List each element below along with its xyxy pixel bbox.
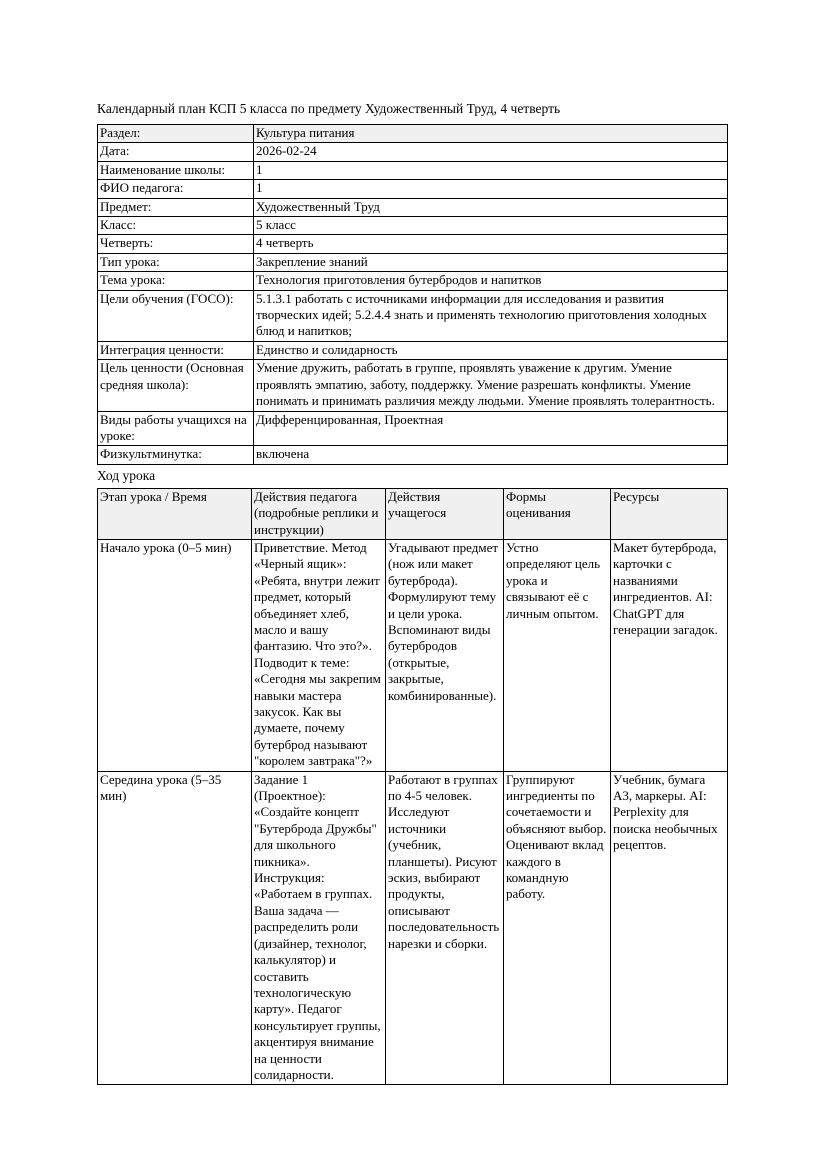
row-label: Тема урока:: [98, 272, 254, 290]
table-row: [98, 198, 728, 216]
row-value: 1: [254, 161, 728, 179]
row-value: 5 класс: [254, 217, 728, 235]
student-actions-cell: Работают в группах по 4-5 человек. Исследуют источники (учебник, планшеты). Рисуют эскиз, выбирают продукты, описывают последовательность нарезки и сборки.: [386, 771, 504, 1085]
row-label: Раздел:: [98, 125, 254, 143]
row-value: 5.1.3.1 работать с источниками информации для исследования и развития творческих идей; 5.2.4.4 знать и применять технологию приготовления холодных блюд и напитков;: [254, 290, 728, 341]
table-row: [98, 180, 728, 198]
table-row: [98, 290, 728, 341]
lesson-table: [97, 488, 728, 1086]
table-row: [98, 341, 728, 359]
row-label: Дата:: [98, 143, 254, 161]
row-value: 1: [254, 180, 728, 198]
teacher-actions-cell: Приветствие. Метод «Черный ящик»: «Ребята, внутри лежит предмет, который объединяет хлеб, масло и вашу фантазию. Что это?». Подводит к теме: «Сегодня мы закрепим навыки мастера закусок. Как вы думаете, почему бутерброд называют "королем завтрака"?»: [252, 539, 386, 771]
table-row: [98, 771, 728, 1085]
row-label: Предмет:: [98, 198, 254, 216]
column-header-teacher-actions: Действия педагога (подробные реплики и инструкции): [252, 488, 386, 539]
row-value: Умение дружить, работать в группе, проявлять уважение к другим. Умение проявлять эмпатию, заботу, поддержку. Умение разрешать конфликты. Умение понимать и принимать различия между людьми. Умение проявлять толерантность.: [254, 360, 728, 411]
row-label: Интеграция ценности:: [98, 341, 254, 359]
teacher-actions-cell: Задание 1 (Проектное): «Создайте концепт "Бутерброда Дружбы" для школьного пикника». Инструкция: «Работаем в группах. Ваша задача — распределить роли (дизайнер, технолог, калькулятор) и составить технологическую карту». Педагог консультирует группы, акцентируя внимание на ценности солидарности.: [252, 771, 386, 1085]
lesson-flow-heading: Ход урока: [97, 467, 156, 483]
table-row: [98, 411, 728, 446]
table-row: [98, 253, 728, 271]
document-title: Календарный план КСП 5 класса по предмету Художественный Труд, 4 четверть: [97, 101, 561, 116]
row-value: включена: [254, 446, 728, 464]
row-label: Четверть:: [98, 235, 254, 253]
resources-cell: Макет бутерброда, карточки с названиями ингредиентов. AI: ChatGPT для генерации загадок.: [611, 539, 728, 771]
row-label: Виды работы учащихся на уроке:: [98, 411, 254, 446]
row-value: Дифференцированная, Проектная: [254, 411, 728, 446]
table-row: [98, 446, 728, 464]
table-row: [98, 217, 728, 235]
row-value: Технология приготовления бутербродов и напитков: [254, 272, 728, 290]
table-row: [98, 143, 728, 161]
column-header-resources: Ресурсы: [611, 488, 728, 539]
table-row: [98, 539, 728, 771]
table-row: [98, 360, 728, 411]
row-value: Культура питания: [254, 125, 728, 143]
row-label: Наименование школы:: [98, 161, 254, 179]
row-label: Класс:: [98, 217, 254, 235]
stage-cell: Середина урока (5–35 мин): [98, 771, 252, 1085]
table-row: [98, 125, 728, 143]
column-header-assessment: Формы оценивания: [504, 488, 611, 539]
row-label: Тип урока:: [98, 253, 254, 271]
row-value: 2026-02-24: [254, 143, 728, 161]
column-header-student-actions: Действия учащегося: [386, 488, 504, 539]
row-label: ФИО педагога:: [98, 180, 254, 198]
table-row: [98, 235, 728, 253]
student-actions-cell: Угадывают предмет (нож или макет бутерброда). Формулируют тему и цели урока. Вспоминают виды бутербродов (открытые, закрытые, комбинированные).: [386, 539, 504, 771]
row-value: Художественный Труд: [254, 198, 728, 216]
assessment-cell: Группируют ингредиенты по сочетаемости и объясняют выбор. Оценивают вклад каждого в командную работу.: [504, 771, 611, 1085]
row-value: Закрепление знаний: [254, 253, 728, 271]
row-value: 4 четверть: [254, 235, 728, 253]
resources-cell: Учебник, бумага А3, маркеры. AI: Perplexity для поиска необычных рецептов.: [611, 771, 728, 1085]
row-label: Цели обучения (ГОСО):: [98, 290, 254, 341]
lesson-table-header-row: [98, 488, 728, 539]
table-row: [98, 272, 728, 290]
stage-cell: Начало урока (0–5 мин): [98, 539, 252, 771]
column-header-stage: Этап урока / Время: [98, 488, 252, 539]
assessment-cell: Устно определяют цель урока и связывают её с личным опытом.: [504, 539, 611, 771]
row-label: Физкультминутка:: [98, 446, 254, 464]
table-row: [98, 161, 728, 179]
info-table: [97, 124, 728, 465]
row-label: Цель ценности (Основная средняя школа):: [98, 360, 254, 411]
row-value: Единство и солидарность: [254, 341, 728, 359]
